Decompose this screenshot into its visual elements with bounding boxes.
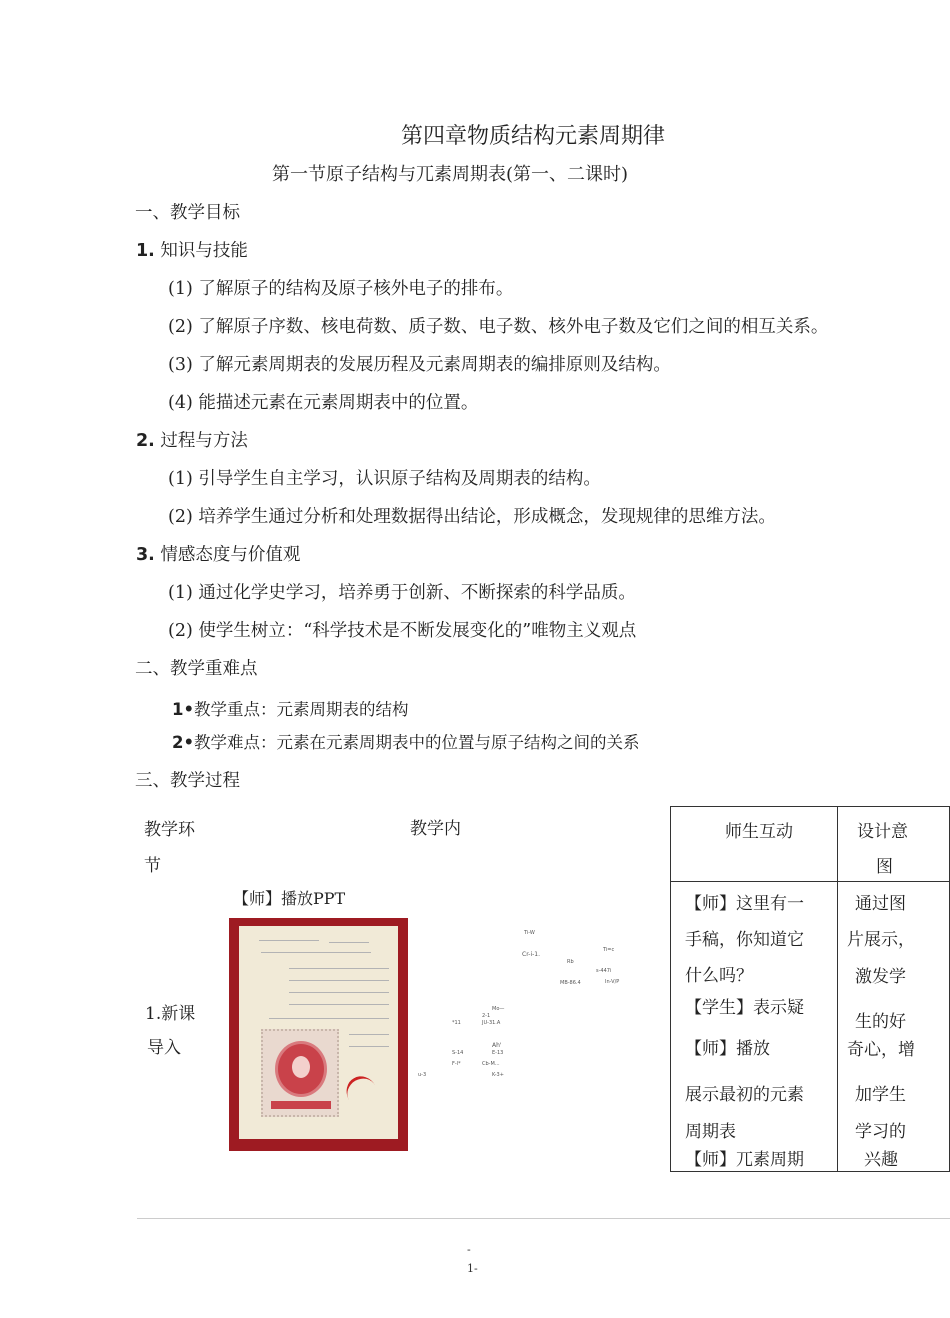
goal-number: 1. bbox=[136, 241, 155, 261]
interaction-line: 【师】这里有一 bbox=[685, 894, 804, 914]
portrait-stamp bbox=[261, 1029, 339, 1117]
col-header-design: 设计意 bbox=[857, 822, 908, 842]
goal-heading-attitude bbox=[136, 541, 300, 566]
fragment-text: MB-86.4 bbox=[560, 980, 581, 986]
interaction-line: 周期表 bbox=[685, 1122, 736, 1142]
col-header-stage: 教学环 bbox=[144, 820, 195, 840]
goal-number: 2. bbox=[136, 431, 155, 451]
document-title: 第四章物质结构元素周期律 bbox=[401, 124, 666, 149]
fragment-text: *11 bbox=[452, 1020, 461, 1026]
keypoint-difficulty bbox=[172, 729, 640, 753]
stamp-caption-bar bbox=[271, 1101, 331, 1109]
col-header-stage-cont: 节 bbox=[144, 856, 161, 876]
fragment-text: Cr-i-1. bbox=[522, 951, 540, 958]
stage-label: 1.新课 bbox=[145, 1004, 196, 1024]
section-heading-goals: 一、教学目标 bbox=[135, 203, 240, 223]
mendeleev-manuscript-image bbox=[229, 918, 408, 1151]
interaction-table bbox=[670, 806, 950, 1172]
goal-heading-text: 过程与方法 bbox=[160, 431, 248, 451]
design-line: 激发学 bbox=[855, 967, 906, 987]
fragment-text: Cb-M... bbox=[482, 1061, 500, 1067]
interaction-line: 【学生】表示疑 bbox=[685, 998, 804, 1018]
goal-item: (2) 使学生树立：“科学技术是不断发展变化的”唯物主义观点 bbox=[168, 621, 637, 641]
design-line: 奇心，增 bbox=[847, 1040, 915, 1060]
goal-item: (3) 了解元素周期表的发展历程及元素周期表的编排原则及结构。 bbox=[168, 355, 671, 375]
goal-heading-knowledge bbox=[136, 237, 248, 262]
goal-item: (1) 引导学生自主学习，认识原子结构及周期表的结构。 bbox=[168, 469, 601, 489]
fragment-text: F-l* bbox=[452, 1061, 461, 1067]
fragment-text: K-3+ bbox=[492, 1072, 504, 1078]
goal-heading-process bbox=[136, 427, 248, 452]
keypoint-focus bbox=[172, 696, 409, 720]
goal-heading-text: 情感态度与价值观 bbox=[160, 545, 301, 565]
fragment-text: Ti=c bbox=[603, 947, 615, 953]
fragment-text: Ah' bbox=[492, 1042, 502, 1049]
goal-number: 3. bbox=[136, 545, 155, 565]
teacher-ppt-line: 【师】播放PPT bbox=[233, 889, 346, 908]
portrait-medallion bbox=[275, 1041, 327, 1097]
fragment-text: 2-1 bbox=[482, 1013, 491, 1019]
design-line: 加学生 bbox=[855, 1085, 906, 1105]
document-subtitle: 第一节原子结构与兀素周期表(第一、二课时) bbox=[272, 164, 629, 185]
fragment-text: S-14 bbox=[452, 1050, 464, 1056]
keypoint-text: 教学重点：元素周期表的结构 bbox=[194, 700, 409, 719]
design-line: 片展示， bbox=[847, 930, 915, 950]
col-header-content: 教学内 bbox=[410, 819, 461, 839]
fragment-text: E-13 bbox=[492, 1050, 504, 1056]
goal-heading-text: 知识与技能 bbox=[160, 241, 248, 261]
fragment-text: s-447i bbox=[596, 968, 612, 974]
keypoint-number: 2• bbox=[172, 733, 195, 752]
design-line: 兴趣 bbox=[864, 1150, 898, 1170]
stage-label-cont: 导入 bbox=[147, 1038, 181, 1058]
col-header-design-cont: 图 bbox=[876, 857, 893, 877]
fragment-text: u-3 bbox=[418, 1072, 427, 1078]
manuscript-paper bbox=[239, 926, 398, 1139]
interaction-line: 【师】播放 bbox=[685, 1039, 770, 1059]
col-header-interaction: 师生互动 bbox=[725, 822, 793, 842]
goal-item: (1) 了解原子的结构及原子核外电子的排布。 bbox=[168, 279, 514, 299]
design-line: 生的好 bbox=[855, 1012, 906, 1032]
fragment-text: In-V/P bbox=[605, 979, 620, 985]
footer-dash: - bbox=[467, 1243, 471, 1256]
section-heading-keypoints: 二、教学重难点 bbox=[135, 659, 258, 679]
footer-divider bbox=[137, 1218, 950, 1219]
fragment-text: JU-31.A bbox=[482, 1020, 501, 1026]
design-line: 通过图 bbox=[855, 894, 906, 914]
goal-item: (2) 了解原子序数、核电荷数、质子数、电子数、核外电子数及它们之间的相互关系。 bbox=[168, 317, 829, 337]
interaction-line: 什么吗？ bbox=[685, 966, 753, 986]
design-line: 学习的 bbox=[855, 1122, 906, 1142]
section-heading-process: 三、教学过程 bbox=[135, 771, 240, 791]
goal-item: (2) 培养学生通过分析和处理数据得出结论，形成概念，发现规律的思维方法。 bbox=[168, 507, 776, 527]
laurel-ribbon-icon bbox=[341, 1071, 383, 1115]
fragment-text: Ti-W bbox=[524, 930, 535, 936]
interaction-line: 展示最初的元素 bbox=[685, 1085, 804, 1105]
fragment-text: Rb bbox=[567, 959, 574, 965]
interaction-line: 【师】兀素周期 bbox=[685, 1150, 804, 1170]
keypoint-number: 1• bbox=[172, 700, 195, 719]
goal-item: (4) 能描述元素在元素周期表中的位置。 bbox=[168, 393, 479, 413]
fragment-text: Mo— bbox=[492, 1006, 505, 1012]
keypoint-text: 教学难点：元素在元素周期表中的位置与原子结构之间的关系 bbox=[194, 733, 640, 752]
interaction-line: 手稿，你知道它 bbox=[685, 930, 804, 950]
goal-item: (1) 通过化学史学习，培养勇于创新、不断探索的科学品质。 bbox=[168, 583, 636, 603]
page-number: 1- bbox=[467, 1262, 478, 1275]
